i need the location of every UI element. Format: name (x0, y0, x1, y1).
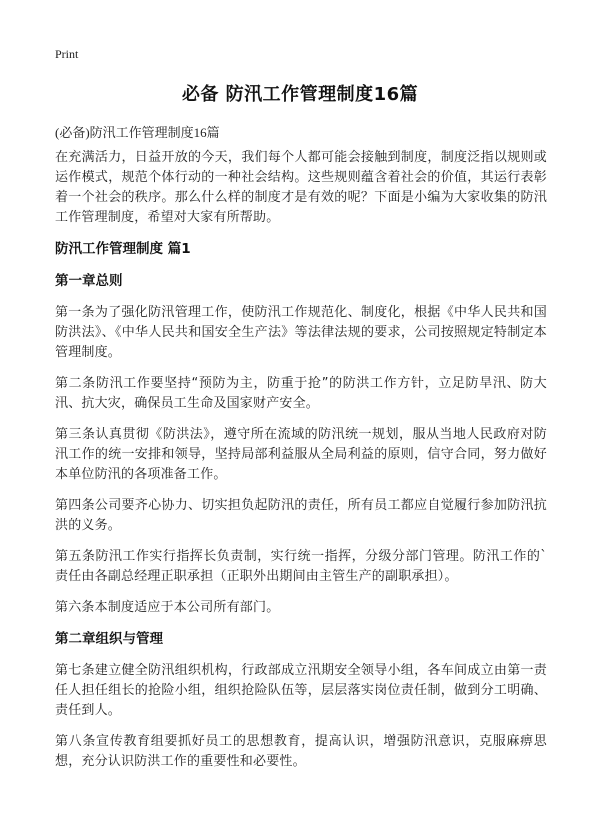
article-1: 第一条为了强化防汛管理工作，使防汛工作规范化、制度化，根据《中华人民共和国防洪法》、《中华人民共和国安全生产法》等法律法规的要求，公司按照规定特制定本管理制度。 (55, 305, 547, 360)
article-5: 第五条防汛工作实行指挥长负责制，实行统一指挥，分级分部门管理。防汛工作的`责任由各副总经理正职承担（正职外出期间由主管生产的副职承担）。 (55, 549, 547, 584)
article-8: 第八条宣传教育组要抓好员工的思想教育，提高认识，增强防汛意识，克服麻痹思想，充分认识防洪工作的重要性和必要性。 (55, 734, 547, 769)
document-title: 必备 防汛工作管理制度16篇 (181, 84, 419, 105)
article-7: 第七条建立健全防汛组织机构，行政部成立汛期安全领导小组，各车间成立由第一责任人担任组长的抢险小组，组织抢险队伍等，层层落实岗位责任制，做到分工明确、责任到人。 (55, 663, 547, 718)
chapter-2-title: 第二章组织与管理 (55, 631, 163, 647)
document-subtitle: (必备)防汛工作管理制度16篇 (55, 125, 220, 140)
article-2: 第二条防汛工作要坚持“预防为主，防重于抢”的防洪工作方针，立足防旱汛、防大汛、抗大灾，确保员工生命及国家财产安全。 (55, 376, 547, 411)
print-link[interactable]: Print (55, 47, 79, 61)
section-title: 防汛工作管理制度 篇1 (55, 241, 191, 257)
article-6: 第六条本制度适应于本公司所有部门。 (55, 600, 280, 615)
article-3: 第三条认真贯彻《防洪法》，遵守所在流域的防汛统一规划，服从当地人民政府对防汛工作的统一安排和领导，坚持局部利益服从全局利益的原则，信守合同，努力做好本单位防汛的各项准备工作。 (55, 427, 547, 482)
intro-paragraph: 在充满活力，日益开放的今天，我们每个人都可能会接触到制度，制度泛指以规则或运作模式，规范个体行动的一种社会结构。这些规则蕴含着社会的价值，其运行表彰着一个社会的秩序。那么什么样的制度才是有效的呢？下面是小编为大家收集的防汛工作管理制度，希望对大家有所帮助。 (55, 150, 547, 225)
chapter-1-title: 第一章总则 (55, 273, 123, 289)
article-4: 第四条公司要齐心协力、切实担负起防汛的责任，所有员工都应自觉履行参加防汛抗洪的义务。 (55, 498, 547, 533)
document-body (55, 148, 547, 783)
